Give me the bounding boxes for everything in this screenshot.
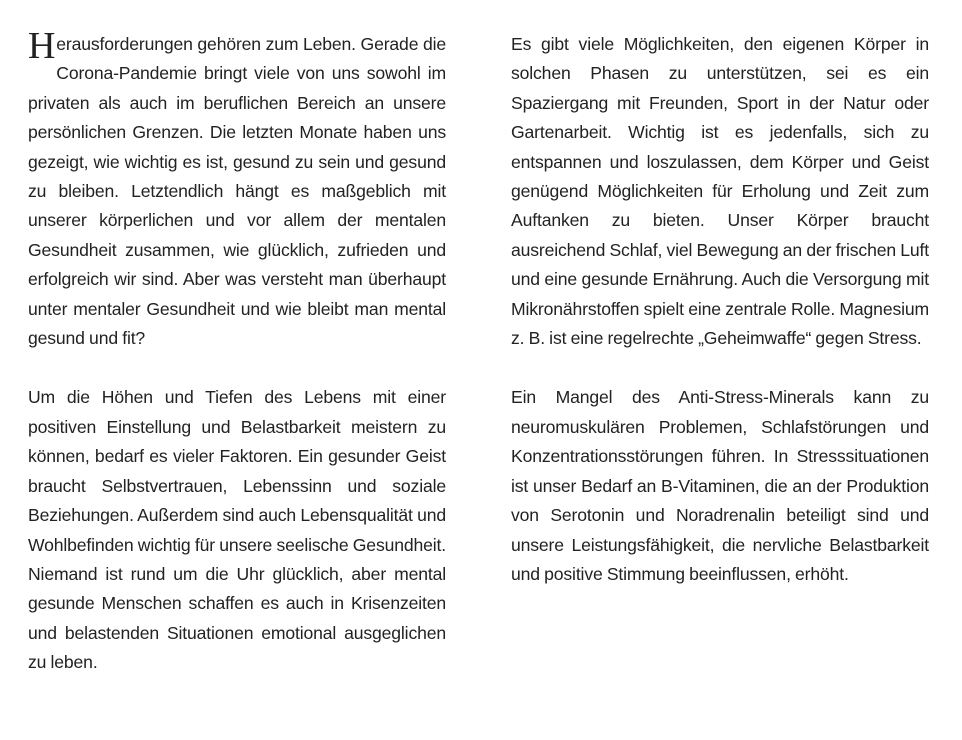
right-paragraph-2: Ein Mangel des Anti-Stress-Minerals kann zu neuromuskulären Problemen, Schlafstörungen und Konzentrationsstörungen führen. In Stresssituationen ist unser Bedarf an B-Vitaminen, die an der Produktion von Serotonin und Noradrenalin beteiligt sind und unsere Leistungsfähigkeit, die nervliche Belastbarkeit und positive Stimmung beeinflussen, erhöht. — [511, 387, 929, 584]
right-column — [511, 30, 929, 589]
right-paragraph-1: Es gibt viele Möglichkeiten, den eigenen Körper in solchen Phasen zu unterstützen, sei es ein Spaziergang mit Freunden, Sport in der Natur oder Gartenarbeit. Wichtig ist es jedenfalls, sich zu entspannen und loszulassen, dem Körper und Geist genügend Möglichkeiten für Erholung und Zeit zum Auftanken zu bieten. Unser Körper braucht ausreichend Schlaf, viel Bewegung an der frischen Luft und eine gesunde Ernährung. Auch die Versorgung mit Mikronährstoffen spielt eine zentrale Rolle. Magnesium z. B. ist eine regelrechte „Geheimwaffe“ gegen Stress. — [511, 34, 929, 349]
left-column — [28, 25, 446, 678]
left-paragraph-2: Um die Höhen und Tiefen des Lebens mit einer positiven Einstellung und Belastbarkeit meistern zu können, bedarf es vieler Faktoren. Ein gesunder Geist braucht Selbstvertrauen, Lebenssinn und soziale Beziehungen. Außerdem sind auch Lebensqualität und Wohlbefinden wichtig für unsere seelische Gesundheit. Niemand ist rund um die Uhr glücklich, aber mental gesunde Menschen schaffen es auch in Krisenzeiten und belastenden Situationen emotional ausgeglichen zu leben. — [28, 387, 446, 673]
left-paragraph-1-text: erausforderungen gehören zum Leben. Gerade die Corona-Pandemie bringt viele von uns sowohl im privaten als auch im beruflichen Bereich an unsere persönlichen Grenzen. Die letzten Monate haben uns gezeigt, wie wichtig es ist, gesund zu sein und gesund zu bleiben. Letztendlich hängt es maßgeblich mit unserer körperlichen und vor allem der mentalen Gesundheit zusammen, wie glücklich, zufrieden und erfolgreich wir sind. Aber was versteht man überhaupt unter mentaler Gesundheit und wie bleibt man mental gesund und fit? — [28, 34, 446, 349]
left-paragraph-1 — [28, 25, 446, 353]
drop-cap: H — [28, 25, 56, 67]
